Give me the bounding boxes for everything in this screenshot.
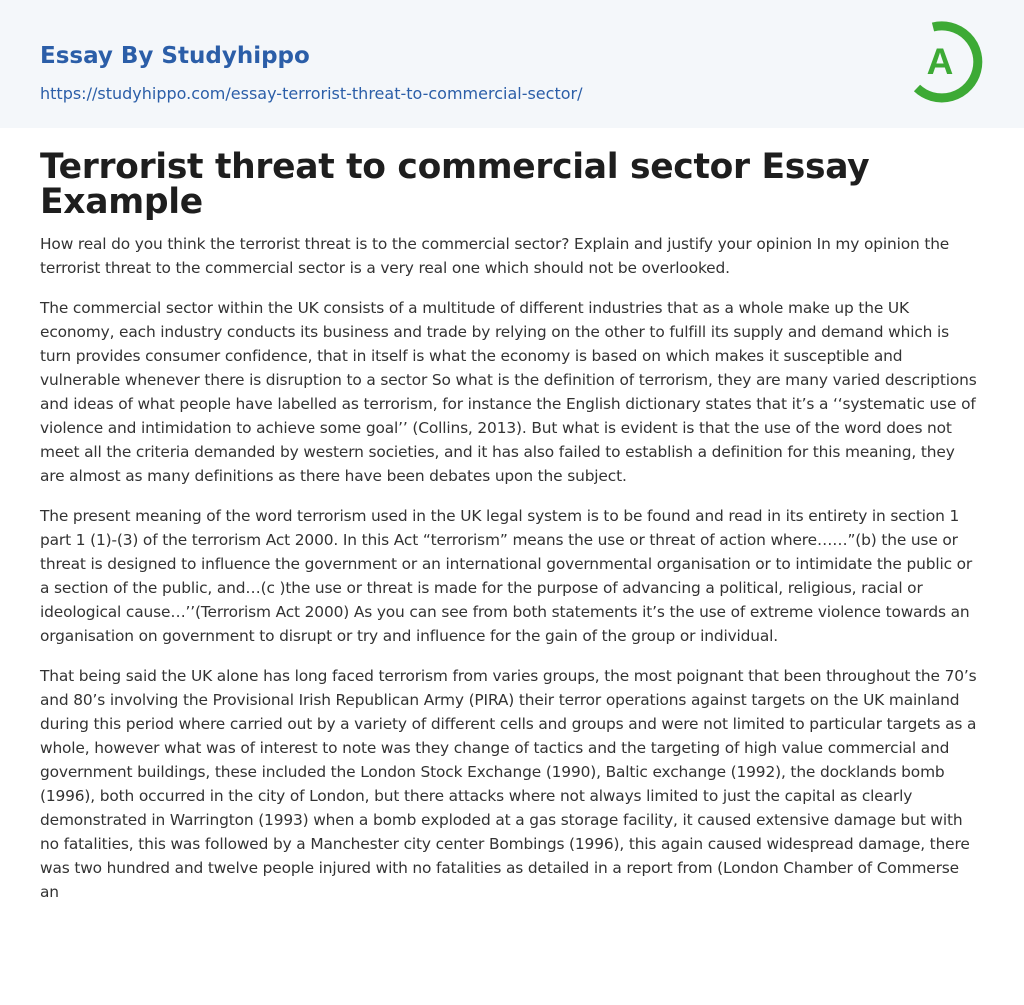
article-paragraph-3: The present meaning of the word terrorism used in the UK legal system is to be found and read in its entirety in section 1 part 1 (1)-(3) of the terrorism Act 2000. In this Act “terrorism” means the use or threat of action where……”(b) the use or threat is designed to influence the government or an international governmental organisation or to intimidate the public or a section of the public, and…(c )the use or threat is made for the purpose of advancing a political, religious, racial or ideological cause…’’(Terrorism Act 2000) As you can see from both statements it’s the use of extreme violence towards an organisation on government to disrupt or try and influence for the gain of the group or individual. <box>40 507 973 645</box>
site-url-link[interactable]: https://studyhippo.com/essay-terrorist-threat-to-commercial-sector/ <box>40 84 583 103</box>
site-header <box>0 0 1024 128</box>
article-paragraph-4: That being said the UK alone has long faced terrorism from varies groups, the most poignant that been throughout the 70’s and 80’s involving the Provisional Irish Republican Army (PIRA) their terror operations against targets on the UK mainland during this period where carried out by a variety of different cells and groups and were not limited to particular targets as a whole, however what was of interest to note was they change of tactics and the targeting of high value commercial and government buildings, these included the London Stock Exchange (1990), Baltic exchange (1992), the docklands bomb (1996), both occurred in the city of London, but there attacks where not always limited to just the capital as clearly demonstrated in Warrington (1993) when a bomb exploded at a gas storage facility, it caused extensive damage but with no fatalities, this was followed by a Manchester city center Bombings (1996), this again caused widespread damage, there was two hundred and twelve people injured with no fatalities as detailed in a report from (London Chamber of Commerse an <box>40 667 977 901</box>
logo-svg <box>903 18 989 104</box>
article-content <box>40 147 982 920</box>
logo-letter: A <box>926 41 954 82</box>
article-paragraph-1: How real do you think the terrorist threat is to the commercial sector? Explain and justify your opinion In my opinion the terrorist threat to the commercial sector is a very real one which should not be overlooked. <box>40 235 950 277</box>
site-title-link[interactable]: Essay By Studyhippo <box>40 43 310 69</box>
studyhippo-logo-icon[interactable] <box>903 18 989 104</box>
page-title: Terrorist threat to commercial sector Essay Example <box>40 147 870 222</box>
article-paragraph-2: The commercial sector within the UK consists of a multitude of different industries that as a whole make up the UK economy, each industry conducts its business and trade by relying on the other to fulfill its supply and demand which is turn provides consumer confidence, that in itself is what the economy is based on which makes it susceptible and vulnerable whenever there is disruption to a sector So what is the definition of terrorism, they are many varied descriptions and ideas of what people have labelled as terrorism, for instance the English dictionary states that it’s a ‘‘systematic use of violence and intimidation to achieve some goal’’ (Collins, 2013). But what is evident is that the use of the word does not meet all the criteria demanded by western societies, and it has also failed to establish a definition for this meaning, they are almost as many definitions as there have been debates upon the subject. <box>40 299 977 485</box>
